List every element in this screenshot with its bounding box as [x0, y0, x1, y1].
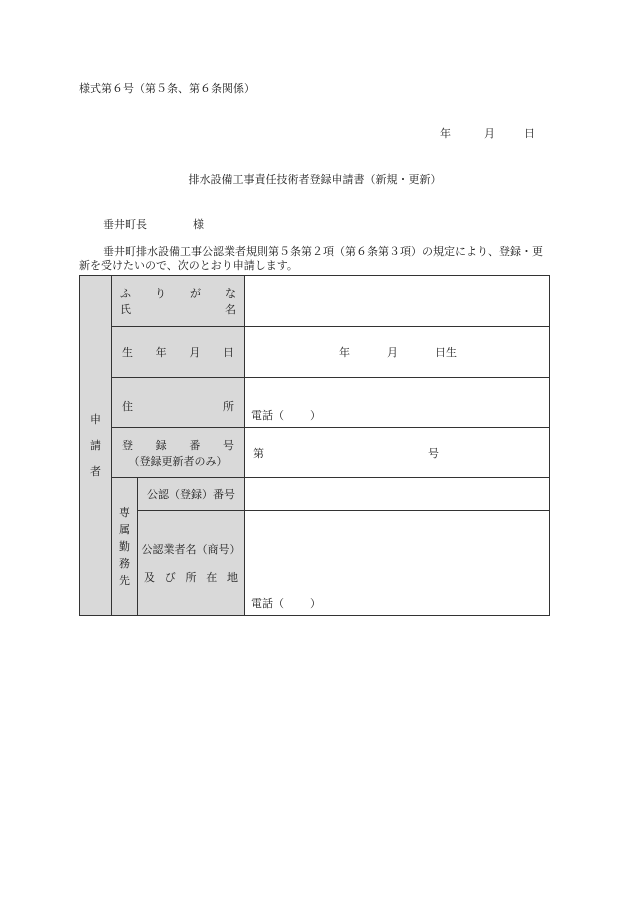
applicant-label: 申 請 者: [80, 276, 112, 616]
addressee-name: 垂井町長: [103, 218, 147, 231]
date-line: [440, 125, 535, 141]
birth-day-label: 日生: [435, 346, 457, 359]
body-text: 垂井町排水設備工事公認業者規則第５条第２項（第６条第３項）の規定により、登録・更新を受けたいので、次のとおり申請します。: [79, 245, 543, 272]
addressee: [103, 216, 204, 232]
birth-field[interactable]: [245, 327, 550, 378]
addressee-honorific: 様: [193, 218, 204, 231]
name-field[interactable]: [245, 276, 550, 327]
name-label: 氏 名: [120, 303, 236, 316]
birth-label: 生 年 月 日: [112, 327, 245, 378]
registration-note: （登録更新者のみ）: [128, 454, 228, 468]
company-address-label: 及 び 所 在 地: [144, 571, 238, 584]
cert-number-label: 公認（登録）番号: [138, 478, 245, 511]
company-label: [138, 511, 245, 616]
birth-month-label: 月: [387, 346, 398, 359]
address-tel: 電話（ ）: [251, 409, 321, 422]
address-label: 住 所: [112, 378, 245, 428]
registration-label: 登 録 番 号 （登録更新者のみ）: [112, 428, 245, 478]
cert-number-field[interactable]: [245, 478, 550, 511]
date-year-label: 年: [440, 127, 451, 140]
birth-year-label: 年: [339, 346, 350, 359]
date-day-label: 日: [524, 127, 535, 140]
name-label-cell: [112, 276, 245, 327]
employment-label: 専 属 勤 務 先: [112, 478, 138, 616]
registration-suffix: 号: [428, 446, 439, 460]
registration-prefix: 第: [253, 446, 264, 460]
furigana-label: ふ り が な: [120, 287, 236, 300]
company-name-label: 公認業者名（商号）: [141, 543, 241, 556]
address-field[interactable]: [245, 378, 550, 428]
company-field[interactable]: [245, 511, 550, 616]
date-month-label: 月: [484, 127, 495, 140]
document-title: 排水設備工事責任技術者登録申請書（新規・更新）: [188, 173, 442, 186]
form-number: 様式第６号（第５条、第６条関係）: [79, 82, 255, 95]
application-table: [79, 275, 550, 616]
registration-field[interactable]: [245, 428, 550, 478]
company-tel: 電話（ ）: [251, 597, 321, 610]
